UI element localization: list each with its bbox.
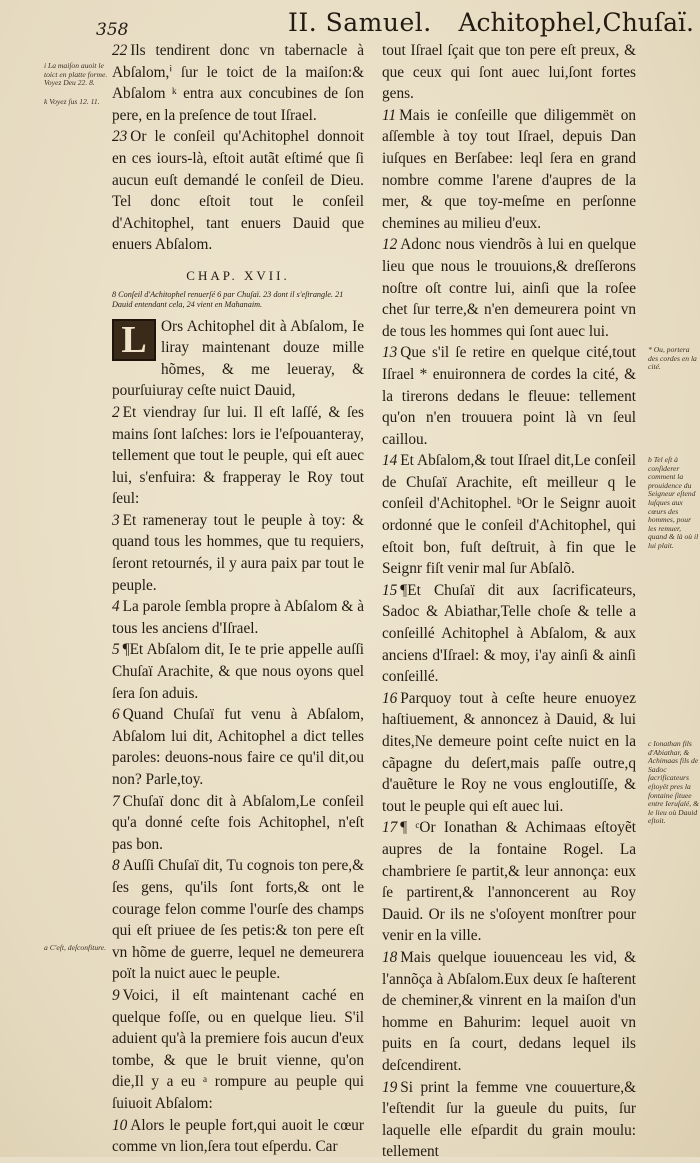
page-number: 358 bbox=[96, 20, 129, 40]
verse: 14 Et Abſalom,& tout Iſrael dit,Le conſeil de Chuſaï Arachite, eſt meilleur q le conſeil d'Achitophel. ᵇOr le Seignr auoit ordonné que le conſeil d'Achitophel, qui eſtoit bon, fuſt deſtruit, à fin que le Seignr fiſt venir mal ſur Abſalõ. bbox=[382, 452, 636, 578]
page-header bbox=[0, 6, 700, 40]
chapter-opening bbox=[112, 316, 364, 402]
verse: 22 Ils tendirent donc vn tabernacle à Abſalom,ⁱ ſur le toict de la maiſon:& Abſalom ᵏ entra aux concubines de ſon pere, en la preſence de tout Iſrael. bbox=[112, 42, 364, 124]
running-title: II. Samuel. bbox=[288, 8, 432, 37]
chapter-heading: CHAP. XVII. bbox=[186, 267, 290, 283]
verse: 19 Si print la femme vne couuerture,& l'eſtendit ſur la gueule du puits, ſur laquelle elle eſpardit du grain moulu: tellement bbox=[382, 1078, 636, 1161]
dropcap-letter: L bbox=[112, 319, 156, 361]
margin-note-k: k Voyez ſus 12. 11. bbox=[44, 97, 100, 106]
running-title-right: Achitophel,Chuſaï. bbox=[458, 8, 694, 37]
verse: 9 Voici, il eſt maintenant caché en quelque foſſe, ou en quelque lieu. S'il aduient qu'à la premiere fois aucun d'eux tombe, & que le bruit vienne, qu'on die,Il y a eu ᵃ rompure au peuple qui ſuiuoit Abſalom: bbox=[112, 986, 364, 1112]
verse: 2 Et viendray ſur lui. Il eſt laſſé, & ſes mains ſont laſches: lors ie l'eſpouanteray, tellement que tout le peuple, qui eſt auec lui, s'enfuira: & frapperay le Roy tout ſeul: bbox=[112, 403, 364, 508]
verse: 23 Or le conſeil qu'Achitophel donnoit en ces iours-là, eſtoit autãt eſtimé que ſi aucun euſt demandé le conſeil de Dieu. Tel donc eſtoit tout le conſeil d'Achitophel, tant enuers Dauid que enuers Abſalom. bbox=[112, 128, 364, 254]
verse: 12 Adonc nous viendrõs à lui en quelque lieu que nous le trouuions,& dreſſerons noſtre oſt contre lui, ainſi que la roſee chet ſur terre,& n'en demeurera point vn de tous les hommes qui ſont auec lui. bbox=[382, 236, 636, 340]
verse: 13 Que s'il ſe retire en quelque cité,tout Iſrael * enuironnera de cordes la cité, & la tirerons dedans le fleuue: tellement qu'on n'en trouuera point là vn ſeul caillou. bbox=[382, 344, 636, 448]
chapter-summary: 8 Conſeil d'Achitophel renuerſé 6 par Chuſaï. 23 dont il s'eſtrangle. 21 Dauid entendant cela, 24 vient en Mahanaim. bbox=[112, 289, 344, 309]
margin-note-i: i La maiſon auoit le toict en platte forme. Voyez Deu 22. 8. bbox=[44, 61, 108, 88]
verse: 11 Mais ie conſeille que diligemmët on aſſemble à toy tout Iſrael, depuis Dan iuſques en Berſabee: leql ſera en grand nombre comme l'arene d'aupres de la mer, & que toy-meſme en perſonne chemines au milieu d'eux. bbox=[382, 106, 636, 232]
verse: 10 Alors le peuple fort,qui auoit le cœur comme vn lion,ſera tout eſperdu. Car bbox=[112, 1116, 364, 1156]
verse: 7 Chuſaï donc dit à Abſalom,Le conſeil qu'a donné ceſte fois Achitophel, n'eſt pas bon. bbox=[112, 792, 364, 853]
verse: 17 ¶ ᶜOr Ionathan & Achimaas eſtoyẽt aupres de la fontaine Rogel. La chambriere ſe partit,& leur annonça: eux ſe partirent,& l'annoncerent au Roy Dauid. Or ils ne s'oſoyent monſtrer pour venir en la ville. bbox=[382, 819, 636, 945]
verse: 5 ¶Et Abſalom dit, Ie te prie appelle auſſi Chuſaï Arachite, & que nous oyons quel ſera ſon aduis. bbox=[112, 641, 364, 702]
verse: 6 Quand Chuſaï fut venu à Abſalom, Abſalom lui dit, Achitophel a dict telles paroles: deuons-nous faire ce qu'il dit,ou non? Parle,toy. bbox=[112, 706, 364, 788]
verse: 8 Auſſi Chuſaï dit, Tu cognois ton pere,& ſes gens, qu'ils ſont forts,& ont le courage felon comme l'ourſe des champs qui eſt priuee de ſes petis:& ton pere eſt vn hõme de guerre, lequel ne demeurera poït la nuict auec le peuple. bbox=[112, 857, 364, 983]
verse: 4 La parole ſembla propre à Abſalom & à tous les anciens d'Iſrael. bbox=[112, 598, 364, 637]
left-column bbox=[112, 40, 364, 1158]
margin-note-b: b Tel eſt à conſiderer comment la prouidence du Seigneur eſtend luſques aux cœurs des hommes, pour les remuer, quand & là où il lui plait. bbox=[648, 455, 699, 550]
verse: 15 ¶Et Chuſaï dit aux ſacrificateurs, Sadoc & Abiathar,Telle choſe & telle a conſeillé Achitophel à Abſalom, & aux anciens d'Iſrael: & moy, i'ay ainſi & ainſi conſeillé. bbox=[382, 581, 636, 686]
verse: 3 Et rameneray tout le peuple à toy: & quand tous les hommes, que tu requiers, ſeront retournés, il y aura paix par tout le peuple. bbox=[112, 511, 364, 594]
verse-continuation: tout Iſrael ſçait que ton pere eſt preux, & que ceux qui ſont auec lui,ſont fortes gens. bbox=[382, 42, 636, 103]
margin-note-c: c Ionathan fils d'Abiathar, & Achimaas fils de Sadoc ſacrificateurs eſtoyët pres la fontaine ſituee entre Ieruſalé, & le lieu où Dauid eſtoit. bbox=[648, 739, 699, 826]
right-column bbox=[382, 40, 636, 1163]
margin-note-a: a C'eſt, deſconfiture. bbox=[44, 943, 107, 952]
verse: 16 Parquoy tout à ceſte heure enuoyez haſtiuement, & annoncez à Dauid, & lui dites,Ne demeure point ceſte nuict en la cãpagne du deſert,mais paſſe outre,q d'auẽture le Roy ne vous engloutiſſe, & tout le peuple qui eſt auec lui. bbox=[382, 689, 636, 815]
margin-note-star: * Ou, portera des cordes en la cité. bbox=[648, 345, 697, 372]
verse: 18 Mais quelque iouuenceau les vid, & l'annõça à Abſalom.Eux deux ſe haſterent de cheminer,& vinrent en la maiſon d'un homme en Bahurim: lequel auoit vn puits en ſa court, dedans lequel ils deſcendirent. bbox=[382, 948, 636, 1074]
verse: Ors Achitophel dit à Abſalom, Ie liray maintenant douze mille hõmes, & me leueray, & pourſuiuray ceſte nuict Dauid, bbox=[112, 317, 364, 400]
